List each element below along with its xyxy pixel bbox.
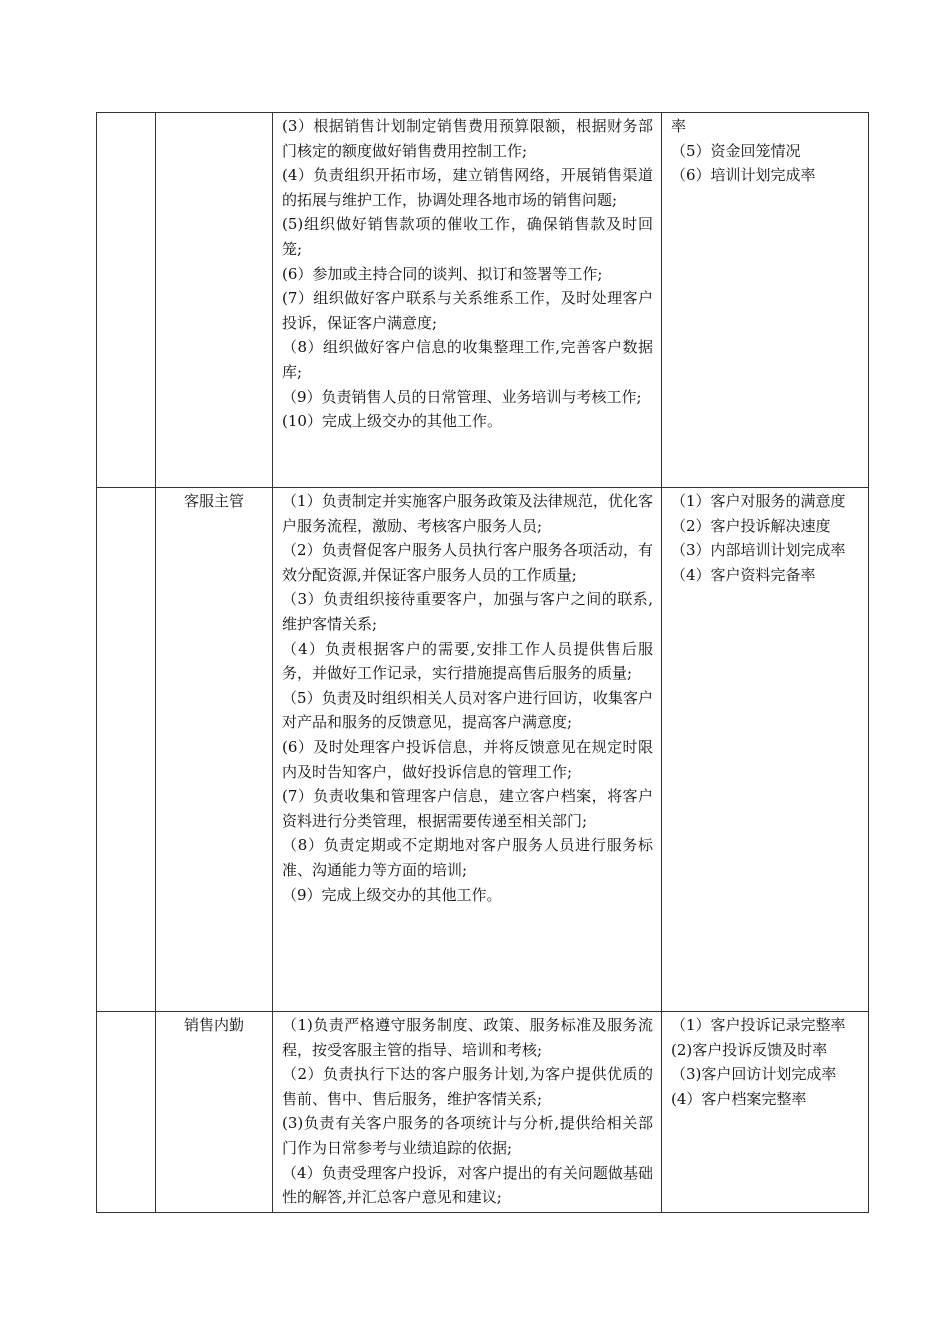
duty-item: （1)负责严格遵守服务制度、政策、服务标准及服务流程，按受客服主管的指导、培训和考核; [282, 1016, 653, 1059]
duty-item: （2）负责督促客户服务人员执行客户服务各项活动，有效分配资源,并保证客户服务人员的工作质量; [282, 541, 653, 584]
duty-item: (7）负责收集和管理客户信息，建立客户档案，将客户资料进行分类管理，根据需要传递至相关部门; [282, 787, 653, 830]
kpi-cell [662, 1012, 869, 1213]
kpi-item: （6）培训计划完成率 [671, 166, 816, 185]
duty-item: (6）参加或主持合同的谈判、拟订和签署等工作; [282, 264, 603, 283]
duty-item: (3）根据销售计划制定销售费用预算限额，根据财务部门核定的额度做好销售费用控制工作; [282, 117, 653, 160]
duties-cell [273, 488, 662, 1012]
role-cell: 销售内勤 [156, 1012, 273, 1213]
role-cell: 客服主管 [156, 488, 273, 1012]
kpi-item: （4）客户资料完备率 [671, 565, 816, 584]
duty-item: (10）完成上级交办的其他工作。 [282, 412, 502, 431]
duty-item: （8）负责定期或不定期地对客户服务人员进行服务标准、沟通能力等方面的培训; [282, 836, 653, 879]
kpi-item: （1）客户对服务的满意度 [671, 492, 846, 510]
duty-item: （9）负责销售人员的日常管理、业务培训与考核工作; [282, 387, 642, 406]
kpi-cell [662, 488, 869, 1012]
duty-item: (4）负责组织开拓市场，建立销售网络，开展销售渠道的拓展与维护工作，协调处理各地市场的销售问题; [282, 166, 653, 209]
duty-item: （3）负责组织接待重要客户，加强与客户之间的联系,维护客情关系; [282, 590, 653, 633]
duty-item: (5)组织做好销售款项的催收工作，确保销售款及时回笼; [282, 215, 653, 258]
duty-item: （5）负责及时组织相关人员对客户进行回访，收集客户对产品和服务的反馈意见，提高客户满意度; [282, 688, 653, 732]
kpi-item: （3）内部培训计划完成率 [671, 541, 846, 560]
duty-item: （2）负责执行下达的客户服务计划,为客户提供优质的售前、售中、售后服务，维护客情关系; [282, 1065, 653, 1108]
kpi-item: (2)客户投诉反馈及时率 [671, 1040, 828, 1059]
duty-item: （1）负责制定并实施客户服务政策及法律规范，优化客户服务流程，激励、考核客户服务人员; [282, 492, 653, 535]
duty-item: （9）完成上级交办的其他工作。 [282, 885, 502, 904]
row-index-cell [97, 113, 156, 488]
kpi-item: （1）客户投诉记录完整率 [671, 1016, 846, 1034]
row-index-cell [97, 488, 156, 1012]
responsibility-table [96, 112, 869, 1213]
duties-cell [273, 113, 662, 488]
kpi-item: 率 [671, 117, 687, 135]
duty-item: (7）组织做好客户联系与关系维系工作，及时处理客户投诉，保证客户满意度; [282, 289, 653, 332]
duty-item: (6）及时处理客户投诉信息，并将反馈意见在规定时限内及时告知客户，做好投诉信息的管理工作; [282, 737, 653, 781]
table-row [97, 488, 869, 1012]
table-row [97, 113, 869, 488]
kpi-cell [662, 113, 869, 488]
kpi-item: （5）资金回笼情况 [671, 141, 801, 160]
role-cell [156, 113, 273, 488]
duty-item: （8）组织做好客户信息的收集整理工作,完善客户数据库; [282, 338, 653, 381]
row-index-cell [97, 1012, 156, 1213]
kpi-item: （3)客户回访计划完成率 [671, 1065, 837, 1084]
table-row [97, 1012, 869, 1213]
kpi-item: （2）客户投诉解决速度 [671, 516, 831, 535]
kpi-item: (4）客户档案完整率 [671, 1089, 807, 1108]
duties-cell [273, 1012, 662, 1213]
duty-item: （4）负责受理客户投诉，对客户提出的有关问题做基础性的解答,并汇总客户意见和建议; [282, 1163, 653, 1207]
duty-item: (3)负责有关客户服务的各项统计与分析,提供给相关部门作为日常参考与业绩追踪的依据; [282, 1114, 653, 1157]
duty-item: （4）负责根据客户的需要,安排工作人员提供售后服务，并做好工作记录，实行措施提高售后服务的质量; [282, 639, 653, 683]
